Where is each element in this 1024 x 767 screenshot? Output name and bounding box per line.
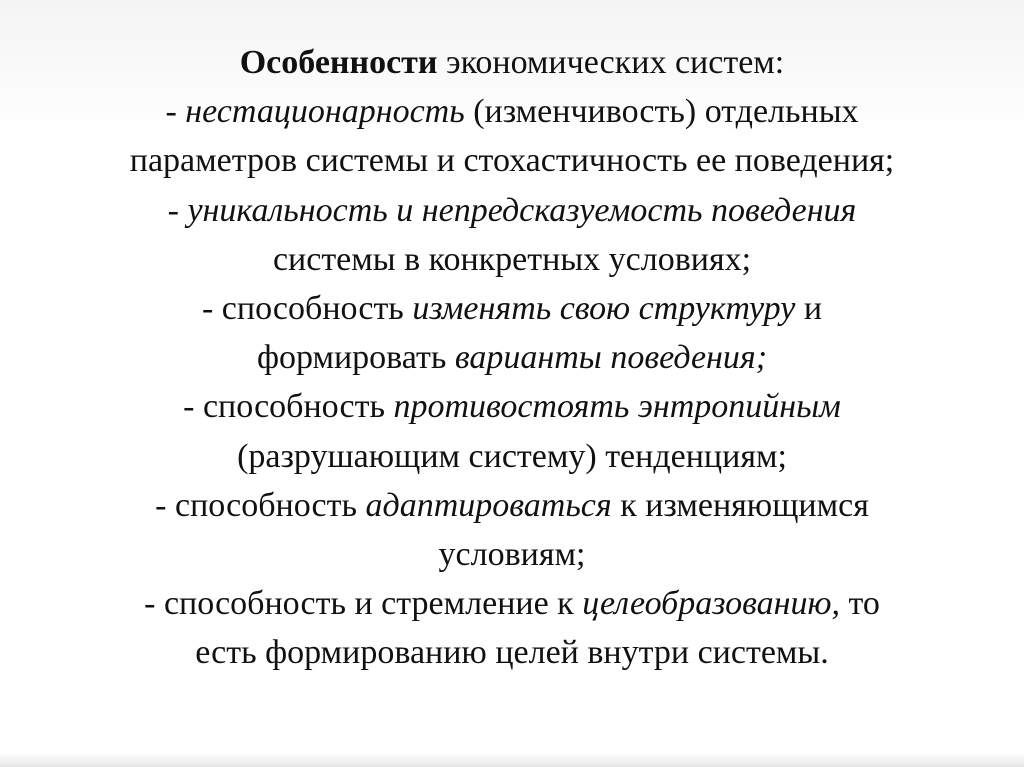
text-line — [50, 579, 974, 628]
body-text: - способность и стремление к — [144, 585, 583, 623]
emphasis-text: изменять свою структуру — [412, 290, 796, 328]
body-text: к изменяющимся — [611, 486, 869, 524]
slide-body-text — [50, 38, 974, 678]
text-line — [50, 186, 974, 235]
emphasis-text: нестационарность — [185, 93, 465, 131]
body-text: формировать — [256, 339, 455, 377]
body-text: и — [795, 290, 823, 328]
body-text: (разрушающим систему) тенденциям; — [237, 437, 787, 475]
body-text: - способность — [155, 486, 366, 524]
text-line — [50, 333, 974, 382]
emphasis-text: варианты поведения; — [454, 339, 768, 377]
body-text: параметров системы и стохастичность ее поведения; — [129, 142, 895, 180]
body-text: условиям; — [438, 536, 586, 574]
slide-bottom-shade — [0, 753, 1024, 767]
body-text: - — [165, 93, 186, 131]
body-text: экономических систем: — [437, 44, 785, 81]
text-line — [50, 382, 974, 431]
emphasis-text: уникальность и непредсказуемость поведения — [187, 191, 857, 229]
text-line — [50, 432, 974, 481]
emphasis-text: целеобразованию, — [582, 585, 840, 623]
text-line — [50, 87, 974, 136]
text-line — [50, 38, 974, 87]
heading-text: Особенности — [239, 44, 438, 81]
body-text: - способность — [201, 290, 413, 328]
body-text: (изменчивость) отдельных — [464, 93, 859, 131]
text-line — [50, 284, 974, 333]
body-text: то — [839, 585, 880, 623]
body-text: - способность — [183, 388, 394, 426]
text-line — [50, 136, 974, 185]
body-text: - — [167, 191, 188, 229]
text-line — [50, 481, 974, 530]
text-line — [50, 530, 974, 579]
emphasis-text: адаптироваться — [365, 486, 612, 524]
text-line — [50, 235, 974, 284]
body-text: есть формированию целей внутри системы. — [195, 634, 829, 672]
body-text: системы в конкретных условиях; — [272, 240, 752, 278]
emphasis-text: противостоять энтропийным — [393, 388, 841, 426]
text-line — [50, 628, 974, 677]
